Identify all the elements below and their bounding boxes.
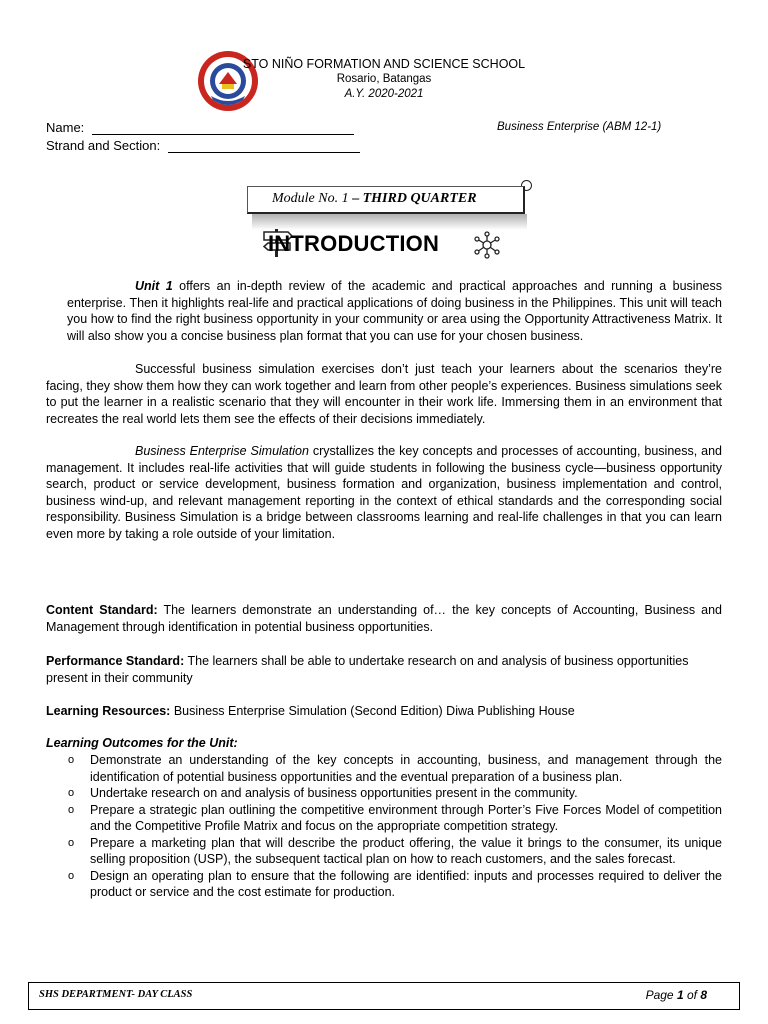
list-item: o Undertake research on and analysis of business opportunities present in the community. — [68, 785, 722, 802]
intro-paragraph-2: Successful business simulation exercises don’t just teach your learners about the scenarios they’re facing, they show them how they can work together and learn from other people’s experiences. Business simulations seek to put the learner in a realistic scenario that they will encounter in their work life. Immersing them in an environment that recreates the real world lets them see the effects of their decisions immediately. — [46, 362, 722, 426]
content-standard-label: Content Standard: — [46, 603, 158, 617]
content-standard-text: The learners demonstrate an understanding of… the key concepts of Accounting, Business and Management through identification in potential business opportunities. — [46, 603, 722, 634]
outcomes-list — [68, 752, 722, 901]
strand-label: Strand and Section: — [46, 138, 161, 153]
intro-paragraph-3-text: crystallizes the key concepts and processes of accounting, business, and management. It includes real-life activities that will guide students in following the business cycle—business opportunity search, product or service development, business formation and organization, business implementation and control, business wind-up, and relevant management reporting in the context of ethical standards and the corresponding social responsibility. Business Simulation is a bridge between classrooms learning and real-life challenges in that you can learn even more by taking a role outside of your limitation. — [46, 444, 722, 541]
performance-standard — [46, 653, 722, 686]
subject-title: Business Enterprise (ABM 12-1) — [497, 121, 662, 133]
strand-field[interactable] — [46, 138, 360, 153]
module-separator: – — [348, 191, 363, 206]
page-current: 1 — [676, 988, 684, 1002]
learning-resources — [46, 703, 722, 720]
page-number — [646, 988, 707, 1002]
module-quarter: THIRD QUARTER — [362, 191, 477, 206]
content-standard — [46, 602, 722, 635]
module-banner — [247, 186, 525, 214]
introduction-heading: INTRODUCTION — [268, 231, 440, 256]
learning-resources-text: Business Enterprise Simulation (Second Edition) Diwa Publishing House — [170, 704, 575, 718]
name-field[interactable] — [46, 120, 354, 135]
module-number: Module No. 1 — [272, 191, 349, 206]
learning-resources-label: Learning Resources: — [46, 704, 171, 718]
page-total: 8 — [700, 988, 707, 1002]
network-icon — [472, 231, 502, 264]
simulation-title: Business Enterprise Simulation — [135, 444, 309, 458]
intro-paragraph-1-text: offers an in-depth review of the academic and practical approaches and running a business enterprise. Then it highlights real-life and practical applications of doing business in the Philippines. This unit will teach you how to find the right business opportunity in your community or area using the Opportunity Attractiveness Matrix. It will also show you a concise business plan format that you can use for your chosen business. — [67, 279, 722, 343]
list-item: o Prepare a strategic plan outlining the competitive environment through Porter’s Five Forces Model of competition and the Competitive Profile Matrix and focus on the appropriate competition strategy. — [68, 802, 722, 835]
name-label: Name: — [46, 120, 85, 135]
name-blank[interactable] — [92, 120, 354, 135]
unit-label: Unit 1 — [135, 279, 173, 293]
list-item: o Prepare a marketing plan that will describe the product offering, the value it brings to the consumer, its unique selling proposition (USP), the subsequent tactical plan on how to reach customers, and the sales forecast. — [68, 835, 722, 868]
intro-paragraph-3 — [46, 443, 722, 542]
school-location: Rosario, Batangas — [336, 73, 432, 85]
department-label: SHS DEPARTMENT- DAY CLASS — [39, 989, 193, 1000]
page-footer — [28, 982, 740, 1010]
outcomes-heading: Learning Outcomes for the Unit: — [46, 736, 238, 750]
school-name: STO NIÑO FORMATION AND SCIENCE SCHOOL — [242, 57, 526, 71]
strand-blank[interactable] — [168, 138, 360, 153]
page-word: Page — [645, 988, 677, 1002]
intro-paragraph-1 — [67, 278, 722, 344]
list-item: o Design an operating plan to ensure that the following are identified: inputs and processes required to deliver the product or service and the cost estimate for production. — [68, 868, 722, 901]
performance-standard-label: Performance Standard: — [46, 654, 185, 668]
performance-standard-text: The learners shall be able to undertake research on and analysis of business opportunities present in their community — [46, 654, 689, 685]
page-of: of — [683, 988, 701, 1002]
academic-year: A.Y. 2020-2021 — [344, 88, 424, 100]
list-item: o Demonstrate an understanding of the key concepts in accounting, business, and management through the identification of potential business opportunities and the eventual preparation of a business plan. — [68, 752, 722, 785]
